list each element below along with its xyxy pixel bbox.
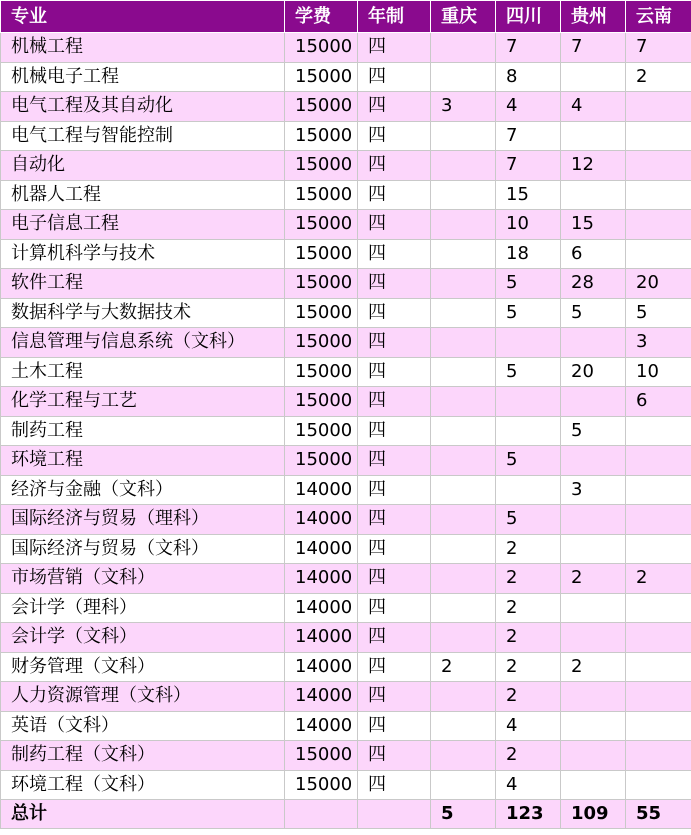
cell-major: 化学工程与工艺 [1,387,285,417]
cell-years: 四 [358,416,431,446]
table-row [1,180,691,210]
table-row [1,298,691,328]
cell-yunnan [626,682,691,712]
cell-yunnan [626,210,691,240]
cell-sichuan: 4 [496,92,561,122]
cell-major: 数据科学与大数据技术 [1,298,285,328]
cell-major: 土木工程 [1,357,285,387]
cell-guizhou: 28 [561,269,626,299]
cell-guizhou [561,534,626,564]
cell-major: 经济与金融（文科） [1,475,285,505]
total-chongqing: 5 [431,800,496,829]
table-row [1,357,691,387]
cell-chongqing [431,180,496,210]
cell-chongqing [431,151,496,181]
table-row [1,711,691,741]
cell-tuition: 15000 [285,416,358,446]
header-tuition: 学费 [285,1,358,33]
cell-tuition: 15000 [285,239,358,269]
cell-yunnan [626,741,691,771]
cell-sichuan: 7 [496,33,561,63]
cell-yunnan: 5 [626,298,691,328]
cell-chongqing [431,298,496,328]
table-row [1,534,691,564]
table-row [1,33,691,63]
cell-tuition: 14000 [285,593,358,623]
cell-sichuan: 8 [496,62,561,92]
cell-years: 四 [358,623,431,653]
cell-chongqing [431,416,496,446]
cell-tuition: 15000 [285,770,358,800]
cell-chongqing [431,623,496,653]
cell-chongqing [431,239,496,269]
cell-major: 会计学（理科） [1,593,285,623]
cell-yunnan [626,623,691,653]
cell-years: 四 [358,593,431,623]
cell-sichuan: 18 [496,239,561,269]
cell-sichuan: 2 [496,623,561,653]
cell-major: 财务管理（文科） [1,652,285,682]
cell-major: 计算机科学与技术 [1,239,285,269]
cell-tuition: 14000 [285,534,358,564]
cell-yunnan: 3 [626,328,691,358]
cell-sichuan: 7 [496,121,561,151]
cell-guizhou: 6 [561,239,626,269]
total-label: 总计 [1,800,285,829]
cell-yunnan: 10 [626,357,691,387]
cell-guizhou [561,682,626,712]
cell-years: 四 [358,62,431,92]
cell-tuition: 15000 [285,121,358,151]
cell-chongqing [431,593,496,623]
table-body [1,33,691,800]
cell-chongqing [431,682,496,712]
cell-years: 四 [358,387,431,417]
total-sichuan: 123 [496,800,561,829]
cell-sichuan [496,387,561,417]
cell-sichuan [496,416,561,446]
cell-tuition: 15000 [285,151,358,181]
cell-tuition: 14000 [285,623,358,653]
cell-sichuan: 5 [496,446,561,476]
cell-major: 环境工程 [1,446,285,476]
cell-chongqing [431,770,496,800]
cell-years: 四 [358,33,431,63]
cell-sichuan: 5 [496,269,561,299]
cell-chongqing [431,741,496,771]
cell-tuition: 15000 [285,357,358,387]
cell-yunnan [626,446,691,476]
cell-years: 四 [358,741,431,771]
table-row [1,593,691,623]
table-row [1,239,691,269]
table-row [1,62,691,92]
cell-major: 制药工程 [1,416,285,446]
cell-years: 四 [358,357,431,387]
table-row [1,741,691,771]
cell-chongqing [431,534,496,564]
cell-tuition: 15000 [285,180,358,210]
cell-years: 四 [358,121,431,151]
cell-years: 四 [358,92,431,122]
cell-major: 软件工程 [1,269,285,299]
cell-yunnan: 6 [626,387,691,417]
total-row [1,800,691,829]
cell-years: 四 [358,505,431,535]
cell-years: 四 [358,180,431,210]
cell-sichuan [496,328,561,358]
cell-major: 电子信息工程 [1,210,285,240]
cell-major: 机械电子工程 [1,62,285,92]
cell-years: 四 [358,475,431,505]
cell-guizhou: 2 [561,564,626,594]
cell-sichuan: 2 [496,682,561,712]
table-row [1,505,691,535]
cell-chongqing [431,505,496,535]
cell-chongqing [431,711,496,741]
header-chongqing: 重庆 [431,1,496,33]
cell-yunnan [626,180,691,210]
cell-yunnan [626,770,691,800]
cell-yunnan [626,652,691,682]
cell-guizhou: 3 [561,475,626,505]
cell-guizhou: 12 [561,151,626,181]
cell-guizhou [561,62,626,92]
cell-tuition: 15000 [285,328,358,358]
table-row [1,328,691,358]
cell-yunnan [626,416,691,446]
header-yunnan: 云南 [626,1,691,33]
table-row [1,151,691,181]
cell-tuition: 15000 [285,298,358,328]
header-years: 年制 [358,1,431,33]
cell-major: 信息管理与信息系统（文科） [1,328,285,358]
cell-yunnan [626,534,691,564]
cell-sichuan: 15 [496,180,561,210]
cell-years: 四 [358,151,431,181]
cell-yunnan [626,505,691,535]
cell-yunnan [626,239,691,269]
cell-tuition: 15000 [285,741,358,771]
cell-guizhou [561,121,626,151]
cell-guizhou: 4 [561,92,626,122]
cell-years: 四 [358,711,431,741]
cell-major: 国际经济与贸易（文科） [1,534,285,564]
cell-years: 四 [358,328,431,358]
header-major: 专业 [1,1,285,33]
cell-major: 人力资源管理（文科） [1,682,285,712]
cell-guizhou: 5 [561,416,626,446]
cell-guizhou [561,505,626,535]
cell-sichuan: 2 [496,564,561,594]
cell-yunnan [626,593,691,623]
cell-major: 机器人工程 [1,180,285,210]
cell-chongqing [431,387,496,417]
cell-sichuan: 2 [496,593,561,623]
cell-major: 市场营销（文科） [1,564,285,594]
cell-tuition: 15000 [285,387,358,417]
cell-guizhou [561,623,626,653]
cell-major: 会计学（文科） [1,623,285,653]
cell-tuition: 14000 [285,564,358,594]
cell-sichuan: 7 [496,151,561,181]
table-row [1,564,691,594]
cell-guizhou [561,446,626,476]
cell-major: 电气工程与智能控制 [1,121,285,151]
cell-tuition: 15000 [285,210,358,240]
table-row [1,770,691,800]
cell-guizhou: 20 [561,357,626,387]
cell-major: 制药工程（文科） [1,741,285,771]
cell-sichuan: 4 [496,770,561,800]
cell-major: 电气工程及其自动化 [1,92,285,122]
cell-chongqing [431,121,496,151]
cell-guizhou: 7 [561,33,626,63]
cell-major: 环境工程（文科） [1,770,285,800]
cell-years: 四 [358,239,431,269]
cell-sichuan: 4 [496,711,561,741]
cell-sichuan: 10 [496,210,561,240]
cell-guizhou: 5 [561,298,626,328]
cell-chongqing [431,328,496,358]
cell-tuition: 15000 [285,62,358,92]
cell-guizhou: 2 [561,652,626,682]
cell-sichuan: 5 [496,298,561,328]
table-row [1,416,691,446]
cell-chongqing [431,446,496,476]
total-tuition [285,800,358,829]
cell-chongqing [431,33,496,63]
cell-major: 自动化 [1,151,285,181]
table-row [1,92,691,122]
cell-chongqing [431,269,496,299]
cell-tuition: 15000 [285,33,358,63]
cell-yunnan: 2 [626,564,691,594]
cell-tuition: 15000 [285,92,358,122]
cell-years: 四 [358,210,431,240]
cell-chongqing [431,475,496,505]
cell-sichuan: 5 [496,505,561,535]
cell-major: 英语（文科） [1,711,285,741]
cell-guizhou [561,328,626,358]
header-row [1,1,691,33]
cell-chongqing: 3 [431,92,496,122]
cell-tuition: 15000 [285,269,358,299]
cell-yunnan [626,121,691,151]
cell-yunnan [626,151,691,181]
cell-yunnan [626,475,691,505]
cell-tuition: 14000 [285,652,358,682]
cell-chongqing [431,210,496,240]
cell-guizhou [561,180,626,210]
header-sichuan: 四川 [496,1,561,33]
cell-years: 四 [358,446,431,476]
cell-years: 四 [358,652,431,682]
cell-sichuan: 2 [496,741,561,771]
cell-guizhou [561,741,626,771]
table-row [1,475,691,505]
table-row [1,121,691,151]
cell-yunnan: 20 [626,269,691,299]
cell-major: 国际经济与贸易（理科） [1,505,285,535]
table-row [1,210,691,240]
cell-tuition: 14000 [285,682,358,712]
cell-years: 四 [358,534,431,564]
cell-years: 四 [358,269,431,299]
cell-tuition: 14000 [285,711,358,741]
cell-major: 机械工程 [1,33,285,63]
cell-yunnan [626,92,691,122]
cell-years: 四 [358,298,431,328]
cell-guizhou [561,593,626,623]
cell-guizhou [561,711,626,741]
cell-chongqing [431,564,496,594]
cell-sichuan: 2 [496,534,561,564]
cell-chongqing: 2 [431,652,496,682]
cell-yunnan: 2 [626,62,691,92]
header-guizhou: 贵州 [561,1,626,33]
total-years [358,800,431,829]
cell-years: 四 [358,682,431,712]
total-guizhou: 109 [561,800,626,829]
cell-tuition: 15000 [285,446,358,476]
cell-guizhou: 15 [561,210,626,240]
table-row [1,623,691,653]
cell-chongqing [431,357,496,387]
cell-guizhou [561,770,626,800]
cell-tuition: 14000 [285,475,358,505]
cell-sichuan: 5 [496,357,561,387]
cell-tuition: 14000 [285,505,358,535]
table-row [1,387,691,417]
total-yunnan: 55 [626,800,691,829]
table-row [1,652,691,682]
cell-yunnan [626,711,691,741]
table-row [1,269,691,299]
cell-sichuan: 2 [496,652,561,682]
table-row [1,682,691,712]
cell-guizhou [561,387,626,417]
cell-sichuan [496,475,561,505]
cell-chongqing [431,62,496,92]
cell-yunnan: 7 [626,33,691,63]
cell-years: 四 [358,564,431,594]
cell-years: 四 [358,770,431,800]
table-row [1,446,691,476]
